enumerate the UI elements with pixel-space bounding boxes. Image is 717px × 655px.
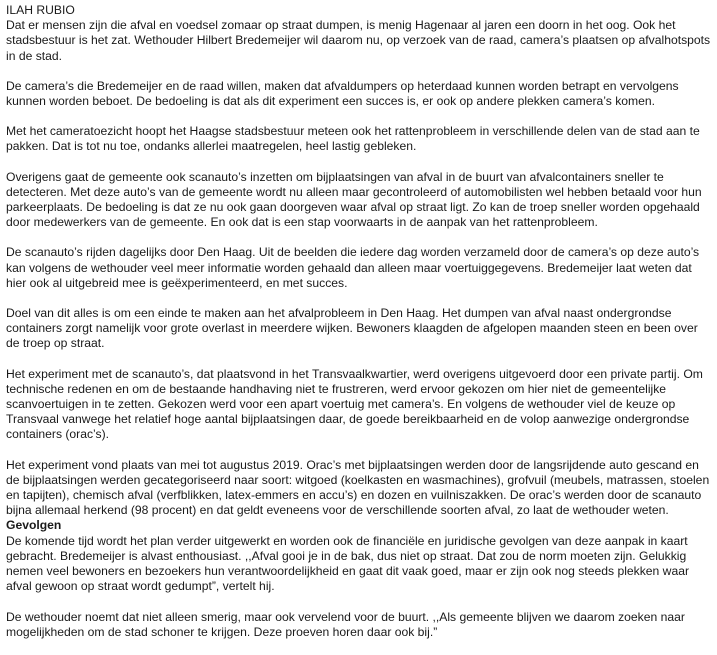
paragraph-3: Met het cameratoezicht hoopt het Haagse stadsbestuur meteen ook het rattenprobleem in verschillende delen van de stad aan te pakken. Dat is tot nu toe, ondanks allerlei maatregelen, heel lastig gebleken. <box>6 124 700 154</box>
article <box>6 3 714 655</box>
paragraph-6: Doel van dit alles is om een einde te maken aan het afvalprobleem in Den Haag. Het dumpen van afval naast ondergrondse containers zorgt namelijk voor grote overlast in meerdere wijken. Bewoners klaagden de afgelopen maanden steen en been over de troep op straat. <box>6 306 698 351</box>
paragraph-2: De camera’s die Bredemeijer en de raad willen, maken dat afvaldumpers op heterdaad kunnen worden betrapt en vervolgens kunnen worden beboet. De bedoeling is dat als dit experiment een succes is, er ook op andere plekken camera’s komen. <box>6 78 679 109</box>
section-paragraph-2: De wethouder noemt dat niet alleen smerig, maar ook vervelend voor de buurt. ,,Als gemeente blijven we daarom zoeken naar mogelijkheden om de stad schoner te krijgen. Deze proeven horen daar ook bij.” <box>6 609 685 639</box>
paragraph-7: Het experiment met de scanauto’s, dat plaatsvond in het Transvaalkwartier, werd overigens uitgevoerd door een private partij. Om technische redenen en om de bestaande handhaving niet te frustreren, werd ervoor gekozen om hier niet de gemeentelijke scanvoertuigen in te zetten. Gekozen werd voor een apart voertuig met camera’s. En volgens de wethouder viel de keuze op Transvaal vanwege het relatief hoge aantal bijplaatsingen daar, de goede bereikbaarheid en de volop aanwezige ondergrondse containers (orac’s). <box>6 366 703 442</box>
paragraph-1: Dat er mensen zijn die afval en voedsel zomaar op straat dumpen, is menig Hagenaar al jaren een doorn in het oog. Ook het stadsbestuur is het zat. Wethouder Hilbert Bredemeijer wil daarom nu, op verzoek van de raad, camera’s plaatsen op afvalhotspots in de stad. <box>6 18 711 63</box>
section-heading: Gevolgen <box>6 518 62 533</box>
paragraph-4: Overigens gaat de gemeente ook scanauto’s inzetten om bijplaatsingen van afval in de buurt van afvalcontainers sneller te detecteren. Met deze auto’s van de gemeente wordt nu alleen maar gecontroleerd of automobilisten wel hebben betaald voor hun parkeerplaats. De bedoeling is dat ze nu ook gaan doorgeven waar afval op straat ligt. Zo kan de troep sneller worden opgehaald door medewerkers van de gemeente. En ook dat is een stap voorwaarts in de aanpak van het rattenprobleem. <box>6 169 702 230</box>
section-paragraph-1: De komende tijd wordt het plan verder uitgewerkt en worden ook de financiële en juridische gevolgen van deze aanpak in kaart gebracht. Bredemeijer is alvast enthousiast. ,,Afval gooi je in de bak, dus niet op straat. Dat zou de norm moeten zijn. Gelukkig nemen veel bewoners en bezoekers hun verantwoordelijkheid en gaat dit vaak goed, maar er zijn ook nog steeds plekken waar afval gewoon op straat wordt gedumpt”, vertelt hij. <box>6 533 689 594</box>
author-byline: ILAH RUBIO <box>6 3 75 17</box>
paragraph-5: De scanauto’s rijden dagelijks door Den Haag. Uit de beelden die iedere dag worden verzameld door de camera’s op deze auto’s kan volgens de wethouder veel meer informatie worden gehaald dan alleen maar voertuiggegevens. Bredemeijer laat weten dat hier ook al uitgebreid mee is geëxperimenteerd, en met succes. <box>6 245 700 290</box>
paragraph-8: Het experiment vond plaats van mei tot augustus 2019. Orac’s met bijplaatsingen werden door de langsrijdende auto gescand en de bijplaatsingen werden gecategoriseerd naar soort: witgoed (koelkasten en wasmachines), grofvuil (meubels, matrassen, stoelen en tapijten), chemisch afval (verfblikken, latex-emmers en accu’s) en dozen en vuilniszakken. De orac’s werden door de scanauto bijna allemaal herkend (98 procent) en dat geldt eveneens voor de verschillende soorten afval, zo laat de wethouder weten. <box>6 457 710 518</box>
